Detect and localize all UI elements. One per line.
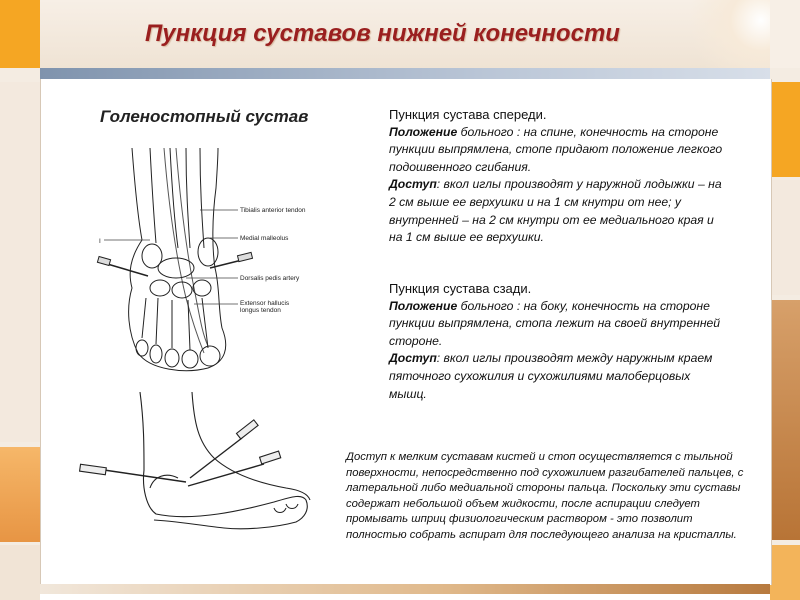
front-position-text: больного : на спине, конечность на стороне пункции выпрямлена, стопе придают положение легкого подошвенного сгибания. [389, 124, 723, 174]
label-tibialis: Tibialis anterior tendon [240, 207, 306, 214]
left-block-orange-bottom [0, 447, 40, 542]
left-block-orange [0, 0, 40, 68]
right-block-orange [770, 82, 800, 177]
front-access [389, 176, 729, 246]
left-block-cream [0, 82, 40, 442]
slide-title: Пункция суставов нижней конечности [145, 20, 620, 47]
label-extensor-2: longus tendon [240, 307, 281, 314]
front-access-text: : вкол иглы производят у наружной лодыжки – на 2 см выше ее верхушки и на 1 см кнутри от нее; у внутренней – на 2 см кнутри от ее медиального края и на 1 см выше ее верхушки. [389, 177, 722, 245]
right-block-orange-low [770, 545, 800, 600]
label-medial-malleolus: Medial malleolus [240, 235, 289, 242]
side-mark: I [99, 238, 101, 245]
label-dorsalis: Dorsalis pedis artery [240, 275, 300, 282]
front-puncture-block [389, 106, 729, 247]
small-joints-note: Доступ к мелким суставам кистей и стоп осуществляется с тыльной поверхности, непосредственно под сухожилием разгибателей пальцев, с латеральной либо медиальной стороны пальца. Поскольку эти суставы содержат небольшой объем жидкости, после аспирации следует промывать шприц физиологическим раствором - это позволит полностью собрать аспират для последующего анализа на кристаллы. [346, 451, 744, 541]
title-underline-band [40, 68, 770, 79]
back-access-text: : вкол иглы производят между наружным краем пяточного сухожилия и сухожилиями малоберцовых мышц. [389, 351, 713, 401]
back-position-label: Положение [389, 298, 458, 313]
bottom-band [40, 584, 770, 594]
back-puncture-block [389, 280, 729, 403]
left-block-brown [0, 545, 40, 600]
front-access-label: Доступ [389, 177, 437, 192]
ankle-anterior-illustration [90, 148, 340, 376]
right-block-top [770, 0, 800, 68]
foot-lateral-illustration [74, 392, 344, 542]
label-extensor-1: Extensor hallucis [240, 300, 290, 307]
right-block-cream [770, 180, 800, 295]
back-access-label: Доступ [389, 351, 437, 366]
front-position [389, 124, 729, 177]
right-block-brown [770, 300, 800, 540]
front-heading: Пункция сустава спереди. [389, 107, 547, 122]
back-heading: Пункция сустава сзади. [389, 281, 532, 296]
back-position [389, 298, 729, 351]
section-title: Голеностопный сустав [100, 107, 309, 126]
back-position-text: больного : на боку, конечность на стороне пункции выпрямлена, стопа лежит на своей внутренней стороне. [389, 298, 721, 348]
back-access [389, 350, 729, 403]
front-position-label: Положение [389, 124, 458, 139]
